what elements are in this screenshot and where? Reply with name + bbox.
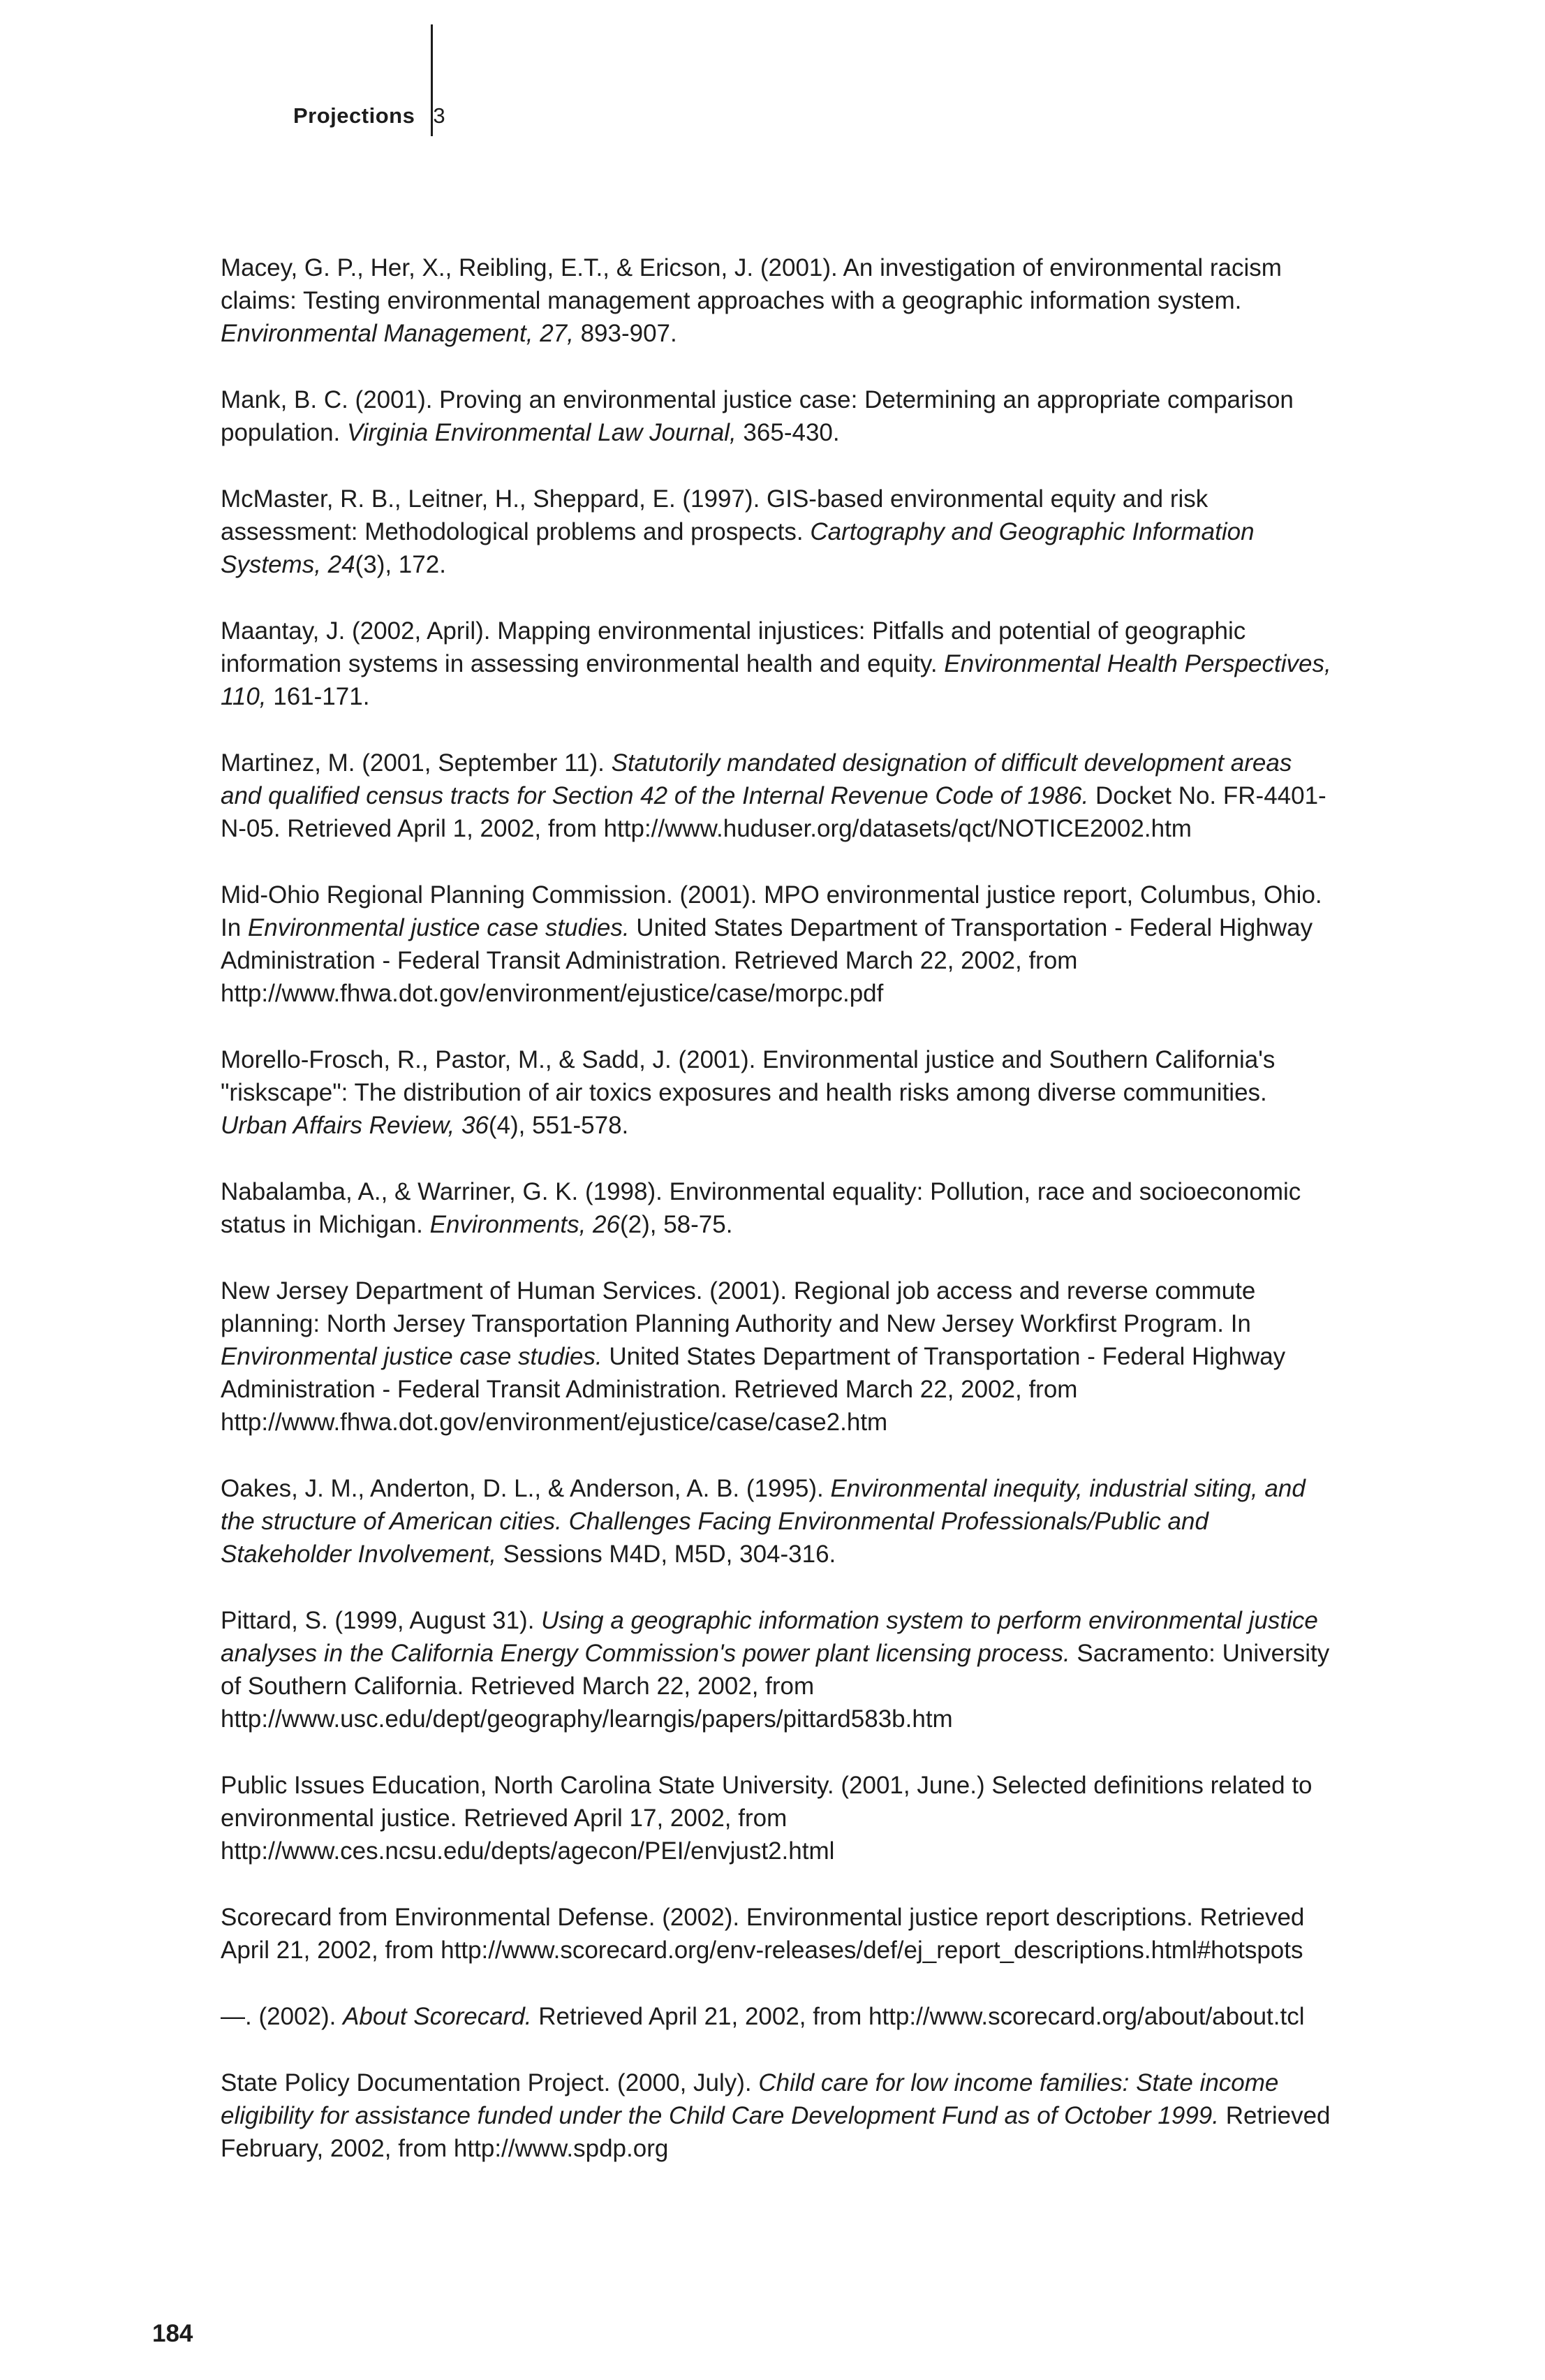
reference-italic-text: Environmental Management, 27, <box>221 320 574 347</box>
reference-entry <box>221 1175 1338 1241</box>
reference-text: Nabalamba, A., & Warriner, G. K. (1998). Environmental equality: Pollution, race and socioeconomic status in Michigan. <box>221 1178 1301 1238</box>
reference-text: Sessions M4D, M5D, 304-316. <box>496 1541 836 1568</box>
reference-text: 161-171. <box>266 683 370 710</box>
reference-italic-text: Statutorily mandated designation of difficult development areas and qualified census tracts for Section 42 of the Internal Revenue Code of 1986. <box>221 749 1292 809</box>
reference-text: 365-430. <box>736 419 840 446</box>
reference-entry <box>221 251 1338 350</box>
reference-list <box>221 251 1338 2198</box>
reference-italic-text: Urban Affairs Review, 36 <box>221 1112 489 1139</box>
reference-italic-text: Environmental justice case studies. <box>221 1343 603 1370</box>
reference-entry <box>221 2000 1338 2033</box>
reference-entry <box>221 1604 1338 1735</box>
reference-text: (2), 58-75. <box>619 1211 733 1238</box>
header-divider-rule <box>431 24 433 136</box>
reference-italic-text: Cartography and Geographic Information Systems, 24 <box>221 518 1255 578</box>
reference-text: (4), 551-578. <box>488 1112 629 1139</box>
reference-entry <box>221 1472 1338 1571</box>
reference-text: Martinez, M. (2001, September 11). <box>221 749 612 777</box>
reference-entry <box>221 615 1338 713</box>
reference-text: Mid-Ohio Regional Planning Commission. (2001). MPO environmental justice report, Columbus, Ohio. In <box>221 881 1322 941</box>
reference-text: Macey, G. P., Her, X., Reibling, E.T., & Ericson, J. (2001). An investigation of environmental racism claims: Testing environmental management approaches with a geographic information system. <box>221 254 1282 314</box>
reference-entry <box>221 1275 1338 1439</box>
reference-entry <box>221 1769 1338 1867</box>
reference-text: Morello-Frosch, R., Pastor, M., & Sadd, J. (2001). Environmental justice and Southern California's "riskscape": The distribution of air toxics exposures and health risks among diverse communities. <box>221 1046 1276 1106</box>
reference-text: Sacramento: University of Southern California. Retrieved March 22, 2002, from http://www.usc.edu/dept/geography/learngis/papers/pittard583b.htm <box>221 1640 1330 1733</box>
reference-italic-text: Child care for low income families: State income eligibility for assistance funded under the Child Care Development Fund as of October 1999. <box>221 2069 1279 2129</box>
reference-text: Retrieved April 21, 2002, from http://www.scorecard.org/about/about.tcl <box>531 2003 1305 2030</box>
reference-italic-text: Environments, 26 <box>429 1211 620 1238</box>
reference-text: McMaster, R. B., Leitner, H., Sheppard, E. (1997). GIS-based environmental equity and risk assessment: Methodological problems and prospects. <box>221 485 1208 545</box>
reference-entry <box>221 483 1338 581</box>
reference-italic-text: Environmental inequity, industrial siting, and the structure of American cities. Challenges Facing Environmental Professionals/Public and Stakeholder Involvement, <box>221 1475 1306 1568</box>
reference-entry <box>221 1043 1338 1142</box>
reference-italic-text: Using a geographic information system to perform environmental justice analyses in the California Energy Commission's power plant licensing process. <box>221 1607 1318 1667</box>
reference-text: Mank, B. C. (2001). Proving an environmental justice case: Determining an appropriate comparison population. <box>221 386 1294 446</box>
reference-text: United States Department of Transportation - Federal Highway Administration - Federal Transit Administration. Retrieved March 22, 2002, from http://www.fhwa.dot.gov/environment/ejustice/case/morpc.pdf <box>221 914 1313 1007</box>
reference-text: (3), 172. <box>355 551 446 578</box>
reference-text: New Jersey Department of Human Services. (2001). Regional job access and reverse commute planning: North Jersey Transportation Planning Authority and New Jersey Workfirst Program. In <box>221 1277 1256 1337</box>
reference-text: State Policy Documentation Project. (2000, July). <box>221 2069 759 2096</box>
reference-entry <box>221 747 1338 845</box>
reference-entry <box>221 1901 1338 1967</box>
reference-entry <box>221 2066 1338 2165</box>
page-number: 184 <box>152 2320 193 2347</box>
reference-italic-text: Environmental Health Perspectives, 110, <box>221 650 1331 710</box>
running-header <box>293 96 445 135</box>
reference-text: Public Issues Education, North Carolina State University. (2001, June.) Selected definitions related to environmental justice. Retrieved April 17, 2002, from http://www.ces.ncsu.edu/depts/agecon/PEI/envjust2.html <box>221 1772 1313 1865</box>
reference-italic-text: Virginia Environmental Law Journal, <box>346 419 737 446</box>
reference-text: Scorecard from Environmental Defense. (2002). Environmental justice report descriptions. Retrieved April 21, 2002, from http://www.scorecard.org/env-releases/def/ej_report_descriptions.html#hotspots <box>221 1904 1305 1964</box>
reference-text: Oakes, J. M., Anderton, D. L., & Anderson, A. B. (1995). <box>221 1475 831 1502</box>
reference-text: Maantay, J. (2002, April). Mapping environmental injustices: Pitfalls and potential of geographic information systems in assessing environmental health and equity. <box>221 617 1246 677</box>
reference-text: Pittard, S. (1999, August 31). <box>221 1607 542 1634</box>
reference-entry <box>221 383 1338 449</box>
running-header-section: Projections <box>293 103 415 128</box>
reference-text: 893-907. <box>573 320 677 347</box>
running-header-chapter-number: 3 <box>433 103 445 128</box>
reference-text: —. (2002). <box>221 2003 343 2030</box>
reference-entry <box>221 879 1338 1010</box>
reference-text: Docket No. FR-4401-N-05. Retrieved April 1, 2002, from http://www.huduser.org/datasets/qct/NOTICE2002.htm <box>221 782 1326 842</box>
reference-italic-text: About Scorecard. <box>343 2003 532 2030</box>
reference-text: United States Department of Transportation - Federal Highway Administration - Federal Transit Administration. Retrieved March 22, 2002, from http://www.fhwa.dot.gov/environment/ejustice/case/case2.htm <box>221 1343 1286 1436</box>
reference-text: Retrieved February, 2002, from http://www.spdp.org <box>221 2102 1331 2162</box>
reference-italic-text: Environmental justice case studies. <box>247 914 630 941</box>
